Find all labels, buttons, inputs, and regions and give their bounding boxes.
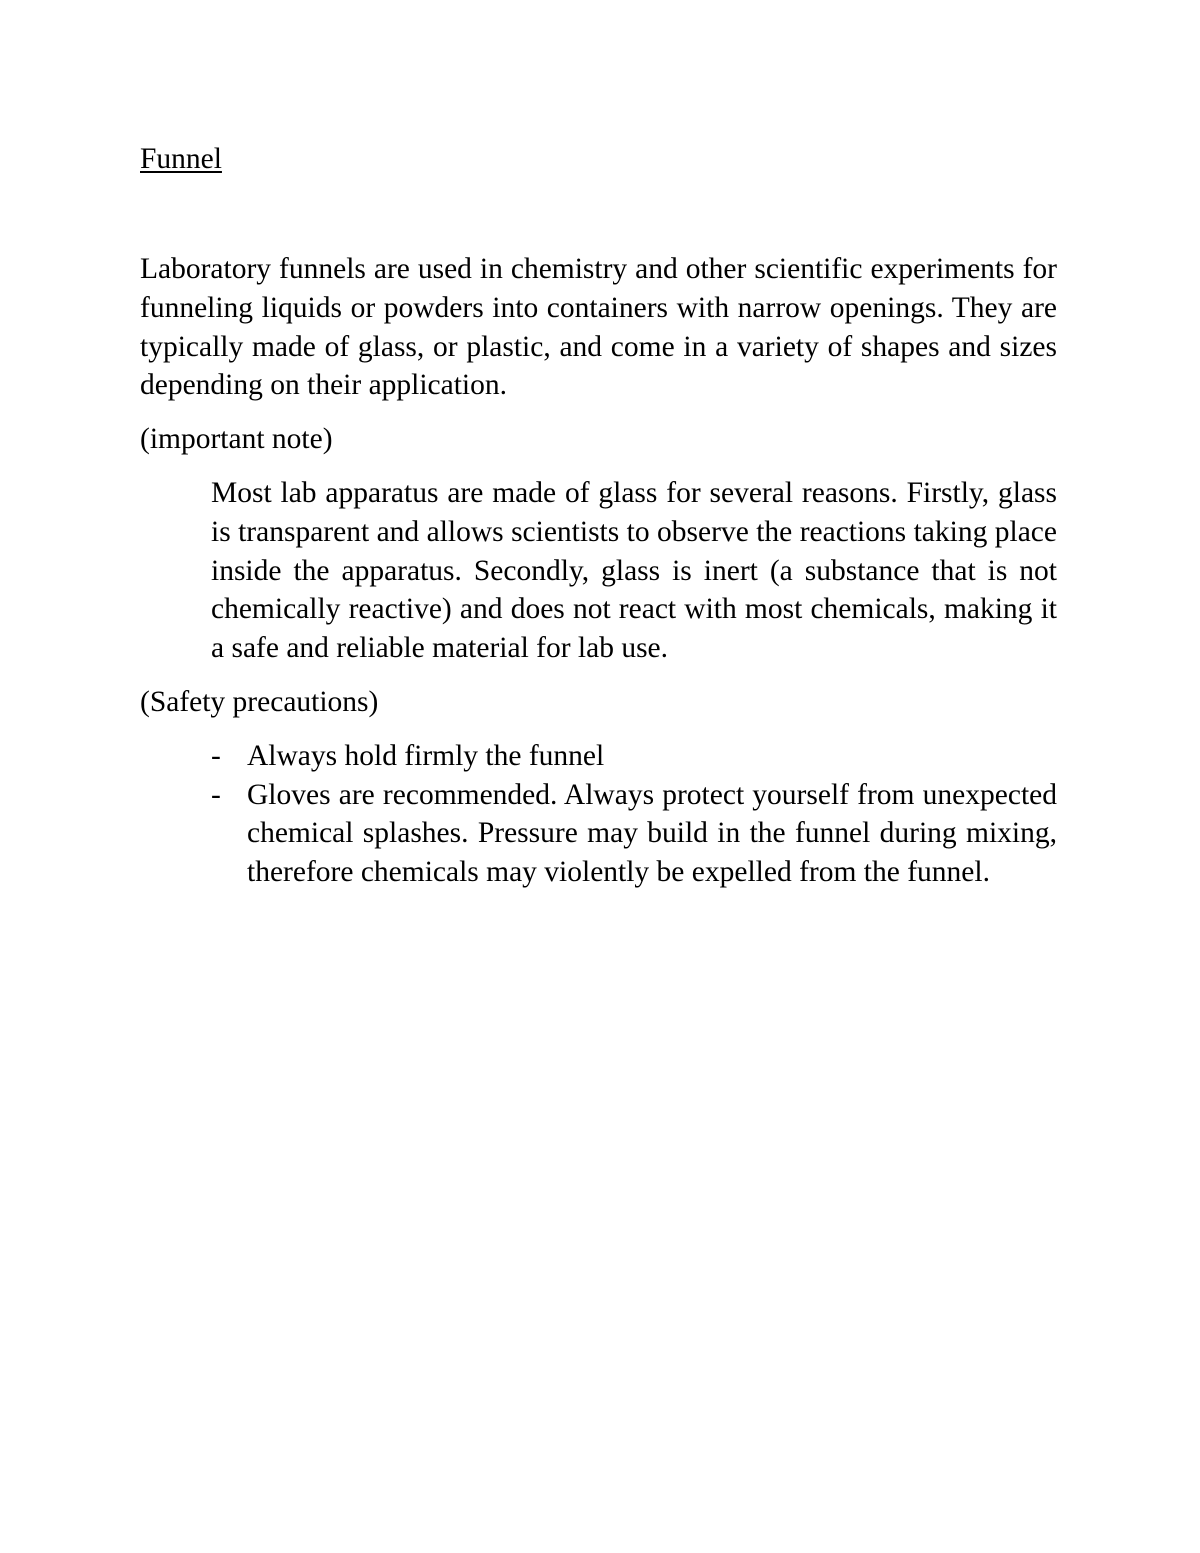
list-item [211,776,1057,892]
dash-bullet: - [211,778,221,811]
document-body [140,250,1057,892]
safety-precautions-list [140,737,1057,892]
document-title: Funnel [140,143,222,175]
safety-item-text: Always hold firmly the funnel [247,739,605,772]
safety-item-text: Gloves are recommended. Always protect yourself from unexpected chemical splashes. Pressure may build in the funnel during mixing, therefore chemicals may violently be expelled from the funnel. [247,778,1057,889]
important-note-paragraph: Most lab apparatus are made of glass for several reasons. Firstly, glass is transparent and allows scientists to observe the reactions taking place inside the apparatus. Secondly, glass is inert (a substance that is not chemically reactive) and does not react with most chemicals, making it a safe and reliable material for lab use. [211,476,1057,665]
safety-precautions-heading: (Safety precautions) [140,685,379,718]
intro-paragraph: Laboratory funnels are used in chemistry and other scientific experiments for funneling liquids or powders into containers with narrow openings. They are typically made of glass, or plastic, and come in a variety of shapes and sizes depending on their application. [140,253,1057,402]
list-item [211,737,1057,776]
dash-bullet: - [211,739,221,772]
important-note-heading: (important note) [140,423,333,456]
